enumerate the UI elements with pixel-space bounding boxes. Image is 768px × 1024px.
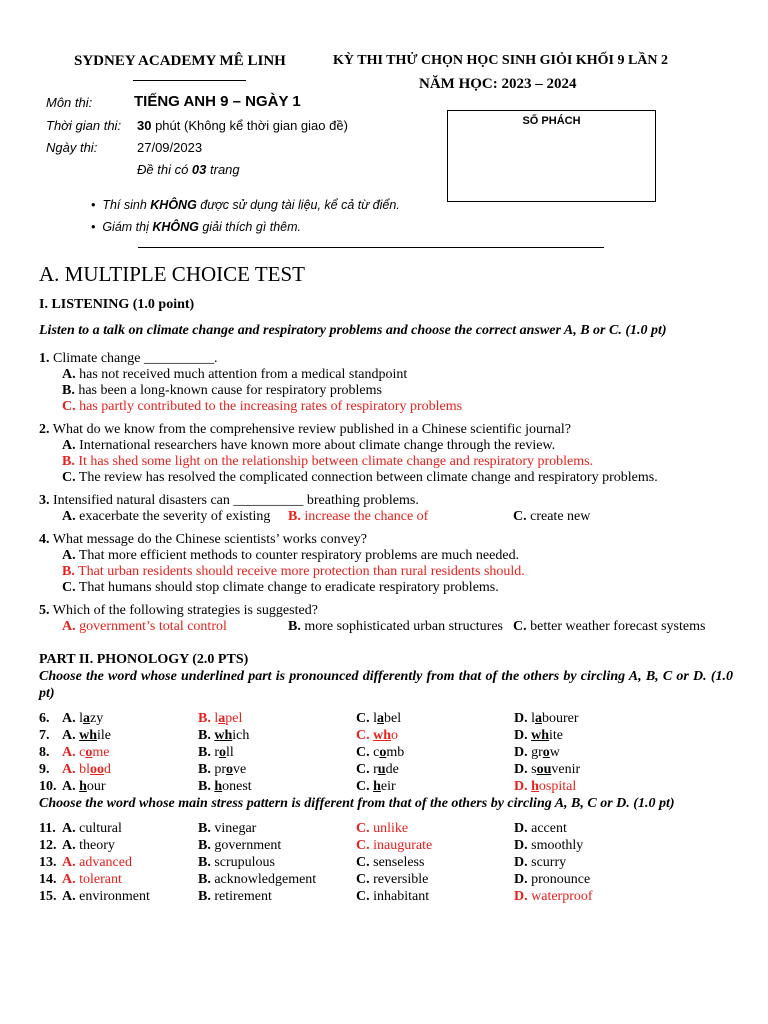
q15-option-d[interactable] <box>514 889 593 905</box>
word-part: l <box>373 711 378 726</box>
time-value: 30 phút (Không kể thời gian giao đề) <box>137 118 348 133</box>
option-word: pronounce <box>531 872 591 887</box>
option-letter: C. <box>356 711 370 726</box>
word-part: ll <box>226 745 234 760</box>
word-part: ve <box>233 762 247 777</box>
option-letter: D. <box>514 762 528 777</box>
option-letter: D. <box>514 745 528 760</box>
word-part: pel <box>225 711 243 726</box>
underlined-part: ou <box>536 762 552 777</box>
option-word: scurry <box>531 855 567 870</box>
question-number: 13. <box>39 855 57 870</box>
word-part: w <box>549 745 560 760</box>
q7-option-a[interactable] <box>62 728 111 744</box>
word-part: zy <box>90 711 104 726</box>
question-number: 15. <box>39 889 57 904</box>
q4-option-b[interactable]: B. That urban residents should receive more protection than rural residents should. <box>62 564 525 579</box>
option-letter: B. <box>198 779 211 794</box>
option-word: reversible <box>373 872 429 887</box>
note-1: • Thí sinh KHÔNG được sử dụng tài liệu, kể cả từ điển. <box>91 198 400 212</box>
so-phach-box <box>447 110 656 202</box>
q9-option-a[interactable] <box>62 762 111 778</box>
q9-option-d[interactable] <box>514 762 580 778</box>
section-a-title: A. MULTIPLE CHOICE TEST <box>39 262 306 286</box>
time-label: Thời gian thi: <box>46 118 122 133</box>
option-letter: C. <box>356 779 370 794</box>
q12-option-b[interactable] <box>198 838 281 854</box>
option-letter: A. <box>62 745 76 760</box>
word-part: gr <box>531 745 543 760</box>
option-letter: C. <box>356 838 370 853</box>
word-part: l <box>79 711 84 726</box>
option-letter: C. <box>356 728 370 743</box>
word-part: r <box>373 762 378 777</box>
school-year: NĂM HỌC: 2023 – 2024 <box>419 76 577 92</box>
option-word: tolerant <box>79 872 122 887</box>
q7-option-b[interactable] <box>198 728 249 744</box>
option-word: advanced <box>79 855 132 870</box>
word-part: ite <box>549 728 564 743</box>
word-part: l <box>214 711 219 726</box>
option-letter: A. <box>62 779 76 794</box>
q14-option-b[interactable] <box>198 872 316 888</box>
q6-option-d[interactable] <box>514 711 579 727</box>
question-number: 9. <box>39 762 50 777</box>
option-letter: A. <box>62 711 76 726</box>
option-letter: C. <box>356 855 370 870</box>
q14-option-c[interactable] <box>356 872 428 888</box>
q8-option-c[interactable] <box>356 745 404 761</box>
q1-option-b[interactable]: B. has been a long-known cause for respiratory problems <box>62 383 382 398</box>
underlined-part: a <box>83 711 91 726</box>
option-word: senseless <box>373 855 425 870</box>
option-word: inhabitant <box>373 889 430 904</box>
q2-option-a[interactable]: A. International researchers have known more about climate change through the review. <box>62 438 556 453</box>
word-part: ile <box>97 728 112 743</box>
q6-option-c[interactable] <box>356 711 401 727</box>
q11-option-b[interactable] <box>198 821 256 837</box>
question-number: 14. <box>39 872 57 887</box>
underlined-part: o <box>85 745 93 760</box>
option-letter: B. <box>198 889 211 904</box>
option-word: smoothly <box>531 838 584 853</box>
q5-option-a[interactable]: A. government’s total control <box>62 619 227 634</box>
option-letter: A. <box>62 838 76 853</box>
subject-value: TIẾNG ANH 9 – NGÀY 1 <box>134 93 301 110</box>
underlined-part: o <box>542 745 550 760</box>
option-letter: D. <box>514 711 528 726</box>
q12-option-c[interactable] <box>356 838 432 854</box>
word-part: de <box>385 762 399 777</box>
q14-option-a[interactable] <box>62 872 122 888</box>
option-letter: B. <box>198 745 211 760</box>
word-part: bourer <box>542 711 579 726</box>
option-letter: D. <box>514 855 528 870</box>
word-part: ich <box>232 728 250 743</box>
option-letter: B. <box>198 762 211 777</box>
date-label: Ngày thi: <box>46 140 98 155</box>
phonology-instruction-2: Choose the word whose main stress pattern is different from that of the others by circling A, B, C or D. (1.0 pt) <box>39 796 675 811</box>
q7-option-d[interactable] <box>514 728 563 744</box>
q11-option-c[interactable] <box>356 821 408 837</box>
q5-option-b[interactable]: B. more sophisticated urban structures <box>288 619 504 634</box>
q10-option-b[interactable] <box>198 779 252 795</box>
word-part: pr <box>214 762 227 777</box>
option-letter: A. <box>62 872 76 887</box>
option-word: vinegar <box>214 821 257 836</box>
option-letter: A. <box>62 889 76 904</box>
option-letter: C. <box>356 762 370 777</box>
word-part: venir <box>551 762 581 777</box>
q12-option-a[interactable] <box>62 838 115 854</box>
page-count: Đề thi có 03 trang <box>137 162 240 177</box>
underlined-part: h <box>373 779 381 794</box>
word-part: c <box>79 745 86 760</box>
underlined-part: wh <box>373 728 392 743</box>
school-underline <box>133 80 246 81</box>
option-word: government <box>214 838 282 853</box>
q2-option-b[interactable]: B. It has shed some light on the relationship between climate change and respiratory problems. <box>62 454 594 469</box>
q13-option-d[interactable] <box>514 855 566 871</box>
underlined-part: oo <box>90 762 105 777</box>
school-name: SYDNEY ACADEMY MÊ LINH <box>74 53 286 69</box>
option-word: acknowledgement <box>214 872 317 887</box>
underlined-part: o <box>219 745 227 760</box>
option-letter: C. <box>356 889 370 904</box>
word-part: bel <box>384 711 402 726</box>
q6-option-b[interactable] <box>198 711 242 727</box>
q15-option-b[interactable] <box>198 889 272 905</box>
question-4: 4. What message do the Chinese scientists’ works convey? <box>39 532 368 547</box>
header-divider <box>138 247 604 248</box>
word-part: l <box>531 711 536 726</box>
option-letter: A. <box>62 728 76 743</box>
word-part: onest <box>222 779 252 794</box>
q3-option-b[interactable]: B. increase the chance of <box>288 509 429 524</box>
q8-option-b[interactable] <box>198 745 234 761</box>
option-letter: D. <box>514 872 528 887</box>
q9-option-c[interactable] <box>356 762 399 778</box>
question-number: 6. <box>39 711 50 726</box>
underlined-part: a <box>535 711 543 726</box>
question-2: 2. What do we know from the comprehensive review published in a Chinese scientific journal? <box>39 422 571 437</box>
underlined-part: a <box>377 711 385 726</box>
q1-option-a[interactable]: A. has not received much attention from a medical standpoint <box>62 367 408 382</box>
option-letter: C. <box>356 872 370 887</box>
option-word: inaugurate <box>373 838 433 853</box>
word-part: ospital <box>538 779 577 794</box>
option-letter: B. <box>198 872 211 887</box>
q3-option-c[interactable]: C. create new <box>513 509 591 524</box>
word-part: s <box>531 762 537 777</box>
q4-option-a[interactable]: A. That more efficient methods to counter respiratory problems are much needed. <box>62 548 520 563</box>
word-part: eir <box>380 779 396 794</box>
word-part: mb <box>386 745 405 760</box>
option-letter: D. <box>514 838 528 853</box>
underlined-part: wh <box>531 728 550 743</box>
option-word: cultural <box>79 821 122 836</box>
word-part: c <box>373 745 380 760</box>
option-word: waterproof <box>531 889 593 904</box>
q11-option-d[interactable] <box>514 821 567 837</box>
phonology-title: PART II. PHONOLOGY (2.0 PTS) <box>39 652 249 667</box>
q8-option-a[interactable] <box>62 745 109 761</box>
option-letter: B. <box>198 855 211 870</box>
option-letter: A. <box>62 821 76 836</box>
underlined-part: o <box>226 762 234 777</box>
q4-option-c[interactable]: C. That humans should stop climate change to eradicate respiratory problems. <box>62 580 499 595</box>
question-1: 1. Climate change __________. <box>39 351 218 366</box>
q11-option-a[interactable] <box>62 821 122 837</box>
question-number: 7. <box>39 728 50 743</box>
option-word: theory <box>79 838 115 853</box>
date-value: 27/09/2023 <box>137 140 203 155</box>
so-phach-label: SỐ PHÁCH <box>522 115 581 127</box>
q13-option-b[interactable] <box>198 855 275 871</box>
underlined-part: o <box>379 745 387 760</box>
q10-option-a[interactable] <box>62 779 106 795</box>
word-part: bl <box>79 762 91 777</box>
option-word: environment <box>79 889 150 904</box>
option-word: unlike <box>373 821 409 836</box>
question-number: 12. <box>39 838 57 853</box>
q10-option-c[interactable] <box>356 779 396 795</box>
option-letter: C. <box>356 745 370 760</box>
q13-option-a[interactable] <box>62 855 132 871</box>
underlined-part: a <box>218 711 226 726</box>
q1-option-c[interactable]: C. has partly contributed to the increasing rates of respiratory problems <box>62 399 463 414</box>
option-letter: B. <box>198 711 211 726</box>
option-letter: A. <box>62 855 76 870</box>
underlined-part: u <box>377 762 386 777</box>
exam-title: KỲ THI THỬ CHỌN HỌC SINH GIỎI KHỐI 9 LẦN 2 <box>333 53 669 68</box>
option-word: accent <box>531 821 567 836</box>
question-number: 11. <box>39 821 56 836</box>
q9-option-b[interactable] <box>198 762 246 778</box>
underlined-part: wh <box>214 728 233 743</box>
question-5: 5. Which of the following strategies is suggested? <box>39 603 318 618</box>
underlined-part: h <box>531 779 539 794</box>
q13-option-c[interactable] <box>356 855 424 871</box>
q6-option-a[interactable] <box>62 711 103 727</box>
option-letter: D. <box>514 889 528 904</box>
q8-option-d[interactable] <box>514 745 560 761</box>
q2-option-c[interactable]: C. The review has resolved the complicated connection between climate change and respiratory problems. <box>62 470 658 485</box>
q14-option-d[interactable] <box>514 872 590 888</box>
listening-instruction: Listen to a talk on climate change and respiratory problems and choose the correct answer A, B or C. (1.0 pt) <box>39 323 667 338</box>
option-letter: B. <box>198 821 211 836</box>
question-number: 8. <box>39 745 50 760</box>
listening-title: I. LISTENING (1.0 point) <box>39 297 195 312</box>
subject-label: Môn thi: <box>46 95 93 110</box>
q10-option-d[interactable] <box>514 779 576 795</box>
word-part: d <box>104 762 112 777</box>
phonology-instruction-1: Choose the word whose underlined part is pronounced differently from that of the others by circling A, B, C or D. (1.0 pt) <box>39 669 733 701</box>
q7-option-c[interactable] <box>356 728 398 744</box>
option-letter: B. <box>198 838 211 853</box>
option-word: scrupulous <box>214 855 276 870</box>
option-letter: B. <box>198 728 211 743</box>
option-word: retirement <box>214 889 272 904</box>
option-letter: D. <box>514 779 528 794</box>
option-letter: D. <box>514 728 528 743</box>
underlined-part: wh <box>79 728 98 743</box>
q5-option-c[interactable]: C. better weather forecast systems <box>513 619 706 634</box>
q3-option-a[interactable]: A. exacerbate the severity of existing <box>62 509 271 524</box>
word-part: our <box>86 779 106 794</box>
word-part: r <box>214 745 220 760</box>
option-letter: D. <box>514 821 528 836</box>
note-2: • Giám thị KHÔNG giải thích gì thêm. <box>91 220 302 234</box>
question-3: 3. Intensified natural disasters can __________ breathing problems. <box>39 493 419 508</box>
word-part: me <box>92 745 110 760</box>
underlined-part: h <box>214 779 223 794</box>
underlined-part: h <box>79 779 87 794</box>
q15-option-c[interactable] <box>356 889 429 905</box>
option-letter: A. <box>62 762 76 777</box>
question-number: 10. <box>39 779 57 794</box>
option-letter: C. <box>356 821 370 836</box>
q12-option-d[interactable] <box>514 838 583 854</box>
word-part: o <box>391 728 399 743</box>
q15-option-a[interactable] <box>62 889 150 905</box>
